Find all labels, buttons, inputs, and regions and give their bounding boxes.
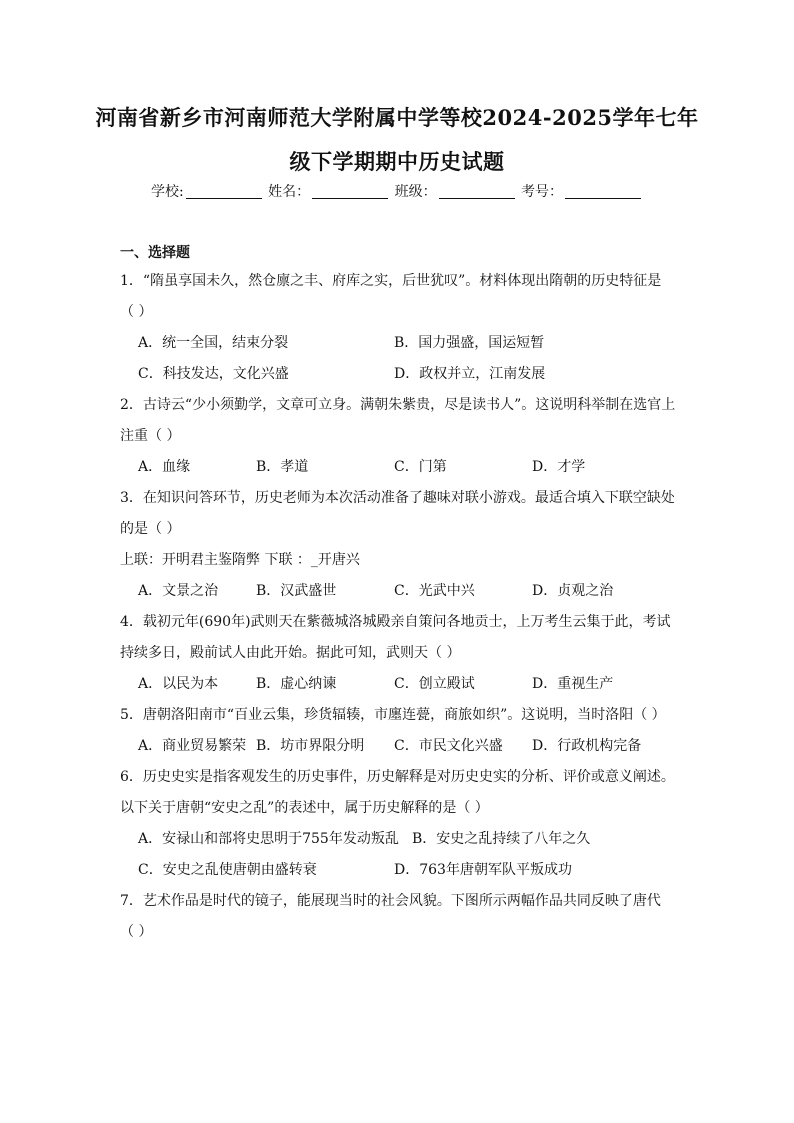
question-text: 7．艺术作品是时代的镜子，能展现当时的社会风貌。下图所示两幅作品共同反映了唐代: [120, 893, 661, 909]
question-text: 的是（ ）: [120, 521, 181, 537]
option-d[interactable]: D．重视生产: [532, 676, 614, 692]
option-c[interactable]: C．创立殿试: [394, 676, 475, 692]
question-3: [120, 483, 680, 607]
class-label: 班级：: [394, 184, 437, 200]
question-5: [120, 700, 680, 762]
option-d[interactable]: D．行政机构完备: [532, 738, 642, 754]
options-row: [120, 576, 680, 607]
class-blank[interactable]: [439, 184, 515, 199]
question-text: 5．唐朝洛阳南市“百业云集，珍货辐辏，市廛连甍，商旅如织”。这说明，当时洛阳（ ）: [120, 707, 666, 723]
option-a[interactable]: A．统一全国，结束分裂: [138, 335, 289, 351]
question-1: [120, 266, 680, 390]
question-area: [120, 240, 680, 948]
student-info-row: [0, 181, 794, 201]
options-row: [120, 669, 680, 700]
option-d[interactable]: D．才学: [532, 459, 586, 475]
exam-number-blank[interactable]: [565, 184, 641, 199]
option-a[interactable]: A．血缘: [138, 459, 191, 475]
options-row: [120, 731, 680, 762]
option-d[interactable]: D．763年唐朝军队平叛成功: [394, 862, 572, 878]
exam-title-line-1: 河南省新乡市河南师范大学附属中学等校2024-2025学年七年: [95, 105, 699, 130]
question-text: 4．载初元年(690年)武则天在紫薇城洛城殿亲自策问各地贡士，上万考生云集于此，考试: [120, 614, 671, 630]
options-row: [120, 452, 680, 483]
option-b[interactable]: B．汉武盛世: [256, 583, 337, 599]
option-c[interactable]: C．门第: [394, 459, 447, 475]
school-label: 学校:: [150, 184, 184, 200]
options-row: [120, 824, 680, 855]
option-c[interactable]: C．光武中兴: [394, 583, 475, 599]
option-c[interactable]: C．市民文化兴盛: [394, 738, 503, 754]
option-a[interactable]: A．安禄山和部将史思明于755年发动叛乱: [138, 831, 399, 847]
option-b[interactable]: B．安史之乱持续了八年之久: [412, 831, 591, 847]
option-a[interactable]: A．以民为本: [138, 676, 219, 692]
section-heading: 一、选择题: [120, 245, 190, 261]
couplet-text: 上联：开明君主鉴隋弊 下联 ：_开唐兴: [120, 552, 360, 568]
school-blank[interactable]: [186, 184, 262, 199]
question-text: 持续多日，殿前试人由此开始。据此可知，武则天（ ）: [120, 645, 461, 661]
option-c[interactable]: C．安史之乱使唐朝由盛转衰: [138, 862, 317, 878]
question-text: 6．历史史实是指客观发生的历史事件，历史解释是对历史史实的分析、评价或意义阐述。: [120, 769, 675, 785]
option-b[interactable]: B．坊市界限分明: [256, 738, 365, 754]
question-text: 2．古诗云“少小须勤学，文章可立身。满朝朱紫贵，尽是读书人”。这说明科举制在选官上: [120, 397, 676, 413]
options-row: [120, 328, 680, 359]
question-text: 1．“隋虽享国未久，然仓廪之丰、府库之实，后世犹叹”。材料体现出隋朝的历史特征是: [120, 273, 662, 289]
option-d[interactable]: D．政权并立，江南发展: [394, 366, 546, 382]
question-text: 以下关于唐朝“安史之乱”的表述中，属于历史解释的是（ ）: [120, 800, 489, 816]
option-b[interactable]: B．孝道: [256, 459, 309, 475]
question-6: [120, 762, 680, 886]
option-b[interactable]: B．国力强盛，国运短暂: [394, 335, 545, 351]
exam-number-label: 考号：: [521, 184, 564, 200]
question-text: （ ）: [120, 304, 153, 320]
question-7: [120, 886, 680, 948]
option-d[interactable]: D．贞观之治: [532, 583, 614, 599]
question-4: [120, 607, 680, 700]
option-a[interactable]: A．商业贸易繁荣: [138, 738, 247, 754]
option-a[interactable]: A．文景之治: [138, 583, 219, 599]
question-2: [120, 390, 680, 483]
name-blank[interactable]: [312, 184, 388, 199]
exam-title-line-2: 级下学期期中历史试题: [289, 149, 505, 174]
options-row: [120, 855, 680, 886]
question-text: 3．在知识问答环节，历史老师为本次活动准备了趣味对联小游戏。最适合填入下联空缺处: [120, 490, 675, 506]
options-row: [120, 359, 680, 390]
question-text: 注重（ ）: [120, 428, 181, 444]
question-text: （ ）: [120, 924, 153, 940]
option-b[interactable]: B．虚心纳谏: [256, 676, 337, 692]
name-label: 姓名：: [268, 184, 311, 200]
option-c[interactable]: C．科技发达，文化兴盛: [138, 366, 289, 382]
